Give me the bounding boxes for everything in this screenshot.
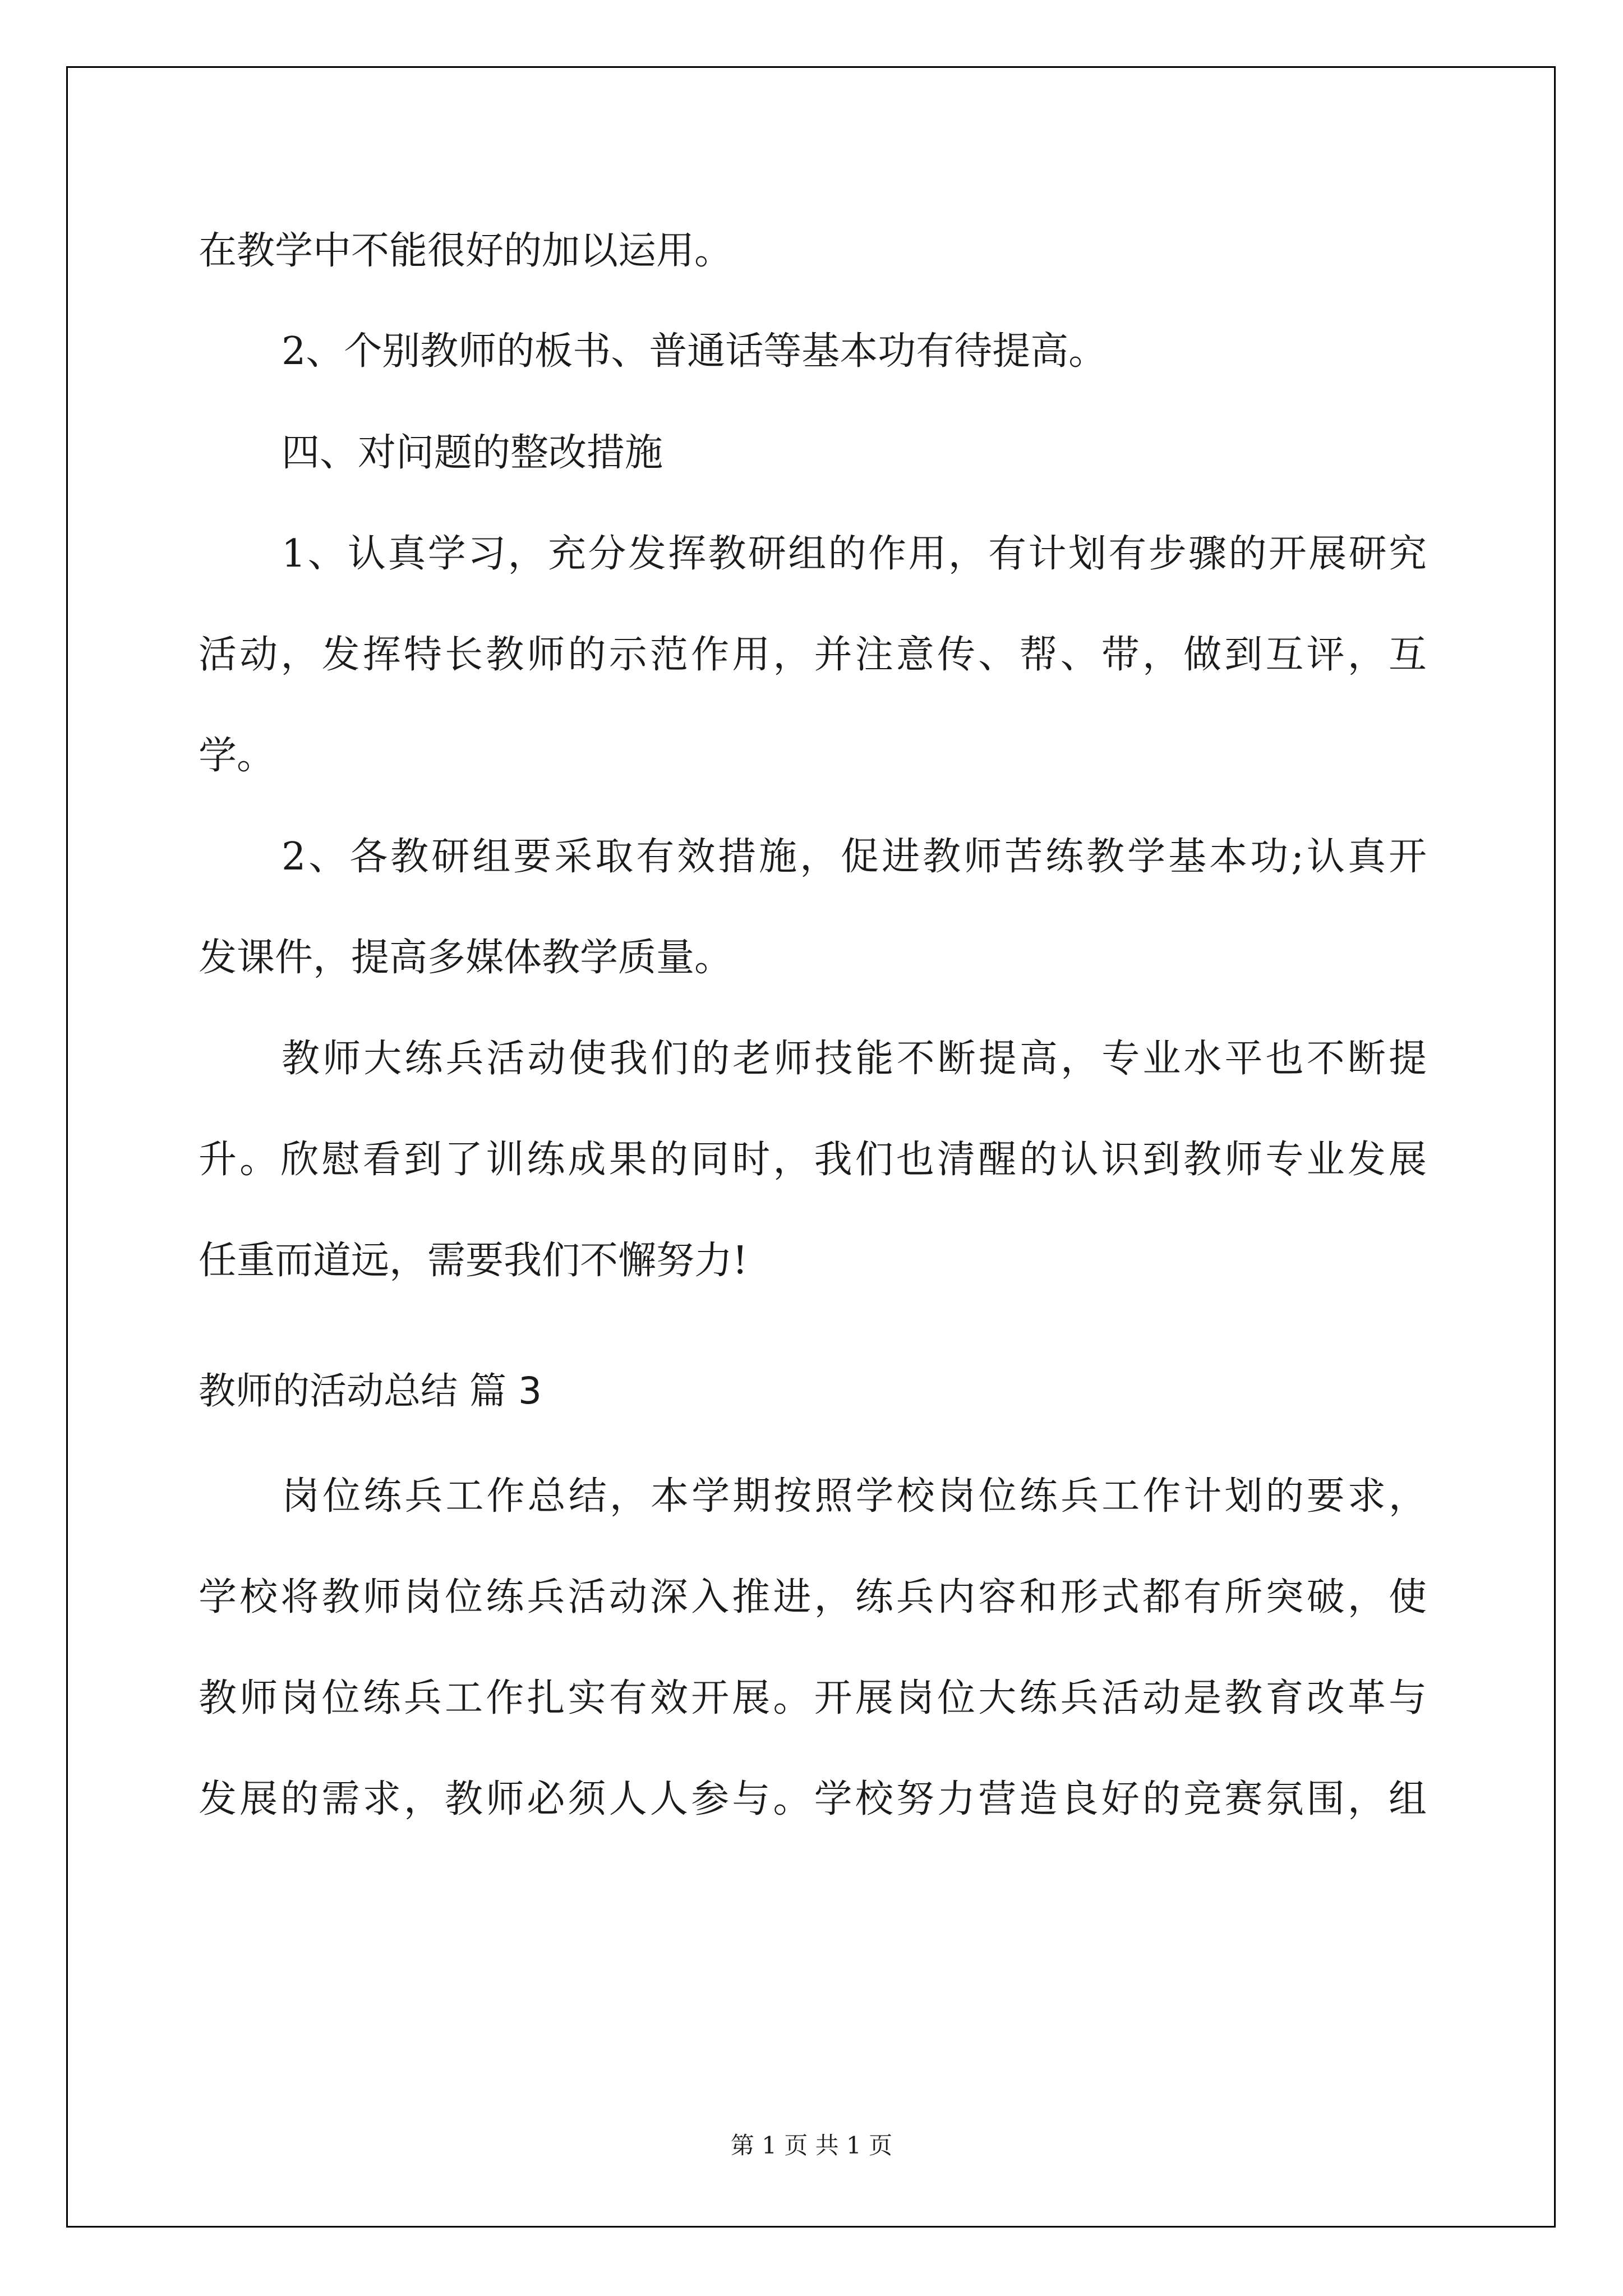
paragraph-line: 学校将教师岗位练兵活动深入推进，练兵内容和形式都有所突破，使 <box>199 1575 1427 1619</box>
paragraph-line: 升。欣慰看到了训练成果的同时，我们也清醒的认识到教师专业发展 <box>199 1138 1427 1182</box>
document-body <box>199 0 1427 2296</box>
paragraph-line: 活动，发挥特长教师的示范作用，并注意传、帮、带，做到互评，互 <box>199 633 1427 677</box>
paragraph-line: 学。 <box>199 734 275 778</box>
paragraph-line: 2、各教研组要采取有效措施，促进教师苦练教学基本功;认真开 <box>282 835 1427 879</box>
section-heading: 教师的活动总结 篇 3 <box>199 1369 542 1412</box>
subheading: 四、对问题的整改措施 <box>282 431 663 475</box>
paragraph-line: 教师大练兵活动使我们的老师技能不断提高，专业水平也不断提 <box>282 1037 1427 1081</box>
paragraph-line: 发课件，提高多媒体教学质量。 <box>199 936 733 980</box>
page-footer: 第 1 页 共 1 页 <box>730 2132 893 2159</box>
paragraph-line: 岗位练兵工作总结，本学期按照学校岗位练兵工作计划的要求， <box>282 1474 1427 1519</box>
paragraph-line: 在教学中不能很好的加以运用。 <box>199 229 733 273</box>
paragraph-line: 2、个别教师的板书、普通话等基本功有待提高。 <box>282 329 1107 374</box>
paragraph-line: 1、认真学习，充分发挥教研组的作用，有计划有步骤的开展研究 <box>282 532 1427 576</box>
paragraph-line: 发展的需求，教师必须人人参与。学校努力营造良好的竞赛氛围，组 <box>199 1777 1427 1821</box>
paragraph-line: 任重而道远，需要我们不懈努力! <box>199 1239 748 1283</box>
paragraph-line: 教师岗位练兵工作扎实有效开展。开展岗位大练兵活动是教育改革与 <box>199 1676 1427 1720</box>
